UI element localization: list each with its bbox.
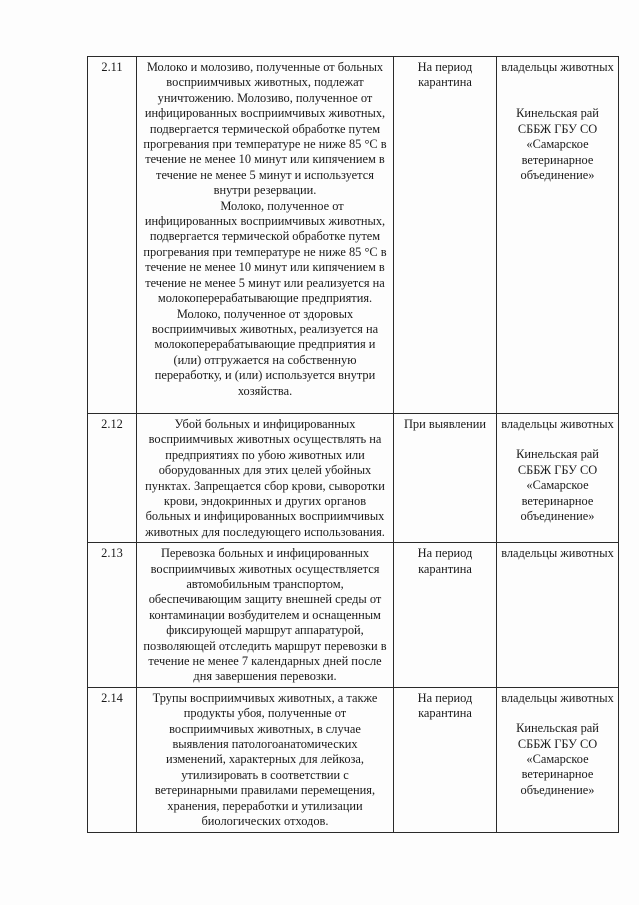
responsible-cell [497, 57, 619, 414]
responsible-line: владельцы животных [501, 546, 614, 561]
responsible-line: владельцы животных [501, 416, 614, 431]
measure-paragraph: Трупы восприимчивых животных, а также продукты убоя, полученные от восприимчивых животных, в случае выявления патологоанатомических изменений, характерных для лейкоза, утилизировать в соответствии с ветеринарными правилами перемещения, хранения, переработки и утилизации биологических отходов. [152, 690, 378, 829]
responsible-line: Кинельская рай СББЖ ГБУ СО «Самарское ветеринарное объединение» [516, 447, 599, 523]
measures-table [87, 56, 619, 833]
table-row [88, 687, 619, 832]
measure-text [137, 57, 394, 414]
spacer [501, 706, 614, 721]
item-number: 2.13 [88, 543, 137, 688]
responsible-cell [497, 687, 619, 832]
measure-paragraph: Молоко, полученное от здоровых восприимчивых животных, реализуется на молокоперерабатывающие предприятия и (или) отгружается на собственную переработку, и (или) используется внутри хозяйства. [151, 306, 379, 398]
table-row [88, 413, 619, 542]
table-row [88, 57, 619, 414]
spacer [501, 432, 614, 447]
spacer [501, 75, 614, 106]
responsible-cell [497, 543, 619, 688]
row-spacer [141, 399, 389, 411]
term-cell: При выявлении [394, 413, 497, 542]
measure-paragraph: Молоко, полученное от инфицированных восприимчивых животных, подвергается термической обработке путем прогревания при температуре не ниже 85 °С в течение не менее 10 минут или кипячением в течение не менее 5 минут или реализуется на молокоперерабатывающие предприятия. [143, 198, 387, 306]
item-number: 2.12 [88, 413, 137, 542]
table-row [88, 543, 619, 688]
measure-text [137, 543, 394, 688]
measure-paragraph: Перевозка больных и инфицированных восприимчивых животных осуществляется автомобильным транспортом, обеспечивающим защиту внешней среды от контаминации возбудителем и оснащенным фиксирующей маршрут аппаратурой, позволяющей отследить маршрут перевозки в течение не менее 7 календарных дней после дня завершения перевозки. [143, 546, 387, 684]
responsible-line: владельцы животных [501, 60, 614, 74]
measure-paragraph: Молоко и молозиво, полученные от больных восприимчивых животных, подлежат уничтожению. Молозиво, полученное от инфицированных восприимчивых животных, подвергается термической обработке путем прогревания при температуре не ниже 85 °С в течение не менее 10 минут или кипячением в течение не менее 5 минут и используется внутри резервации. [143, 60, 387, 198]
measure-text [137, 413, 394, 542]
responsible-line: владельцы животных [501, 690, 614, 705]
term-cell: На период карантина [394, 543, 497, 688]
item-number: 2.14 [88, 687, 137, 832]
measure-text [137, 687, 394, 832]
measure-paragraph: Убой больных и инфицированных восприимчивых животных осуществлять на предприятиях по убою животных или оборудованных для этих целей убойных пунктах. Запрещается сбор крови, сыворотки крови, эндокринных и других органов больных и инфицированных восприимчивых животных для последующего использования. [145, 416, 385, 539]
term-cell: На период карантина [394, 57, 497, 414]
item-number: 2.11 [88, 57, 137, 414]
responsible-line: Кинельская рай СББЖ ГБУ СО «Самарское ветеринарное объединение» [516, 721, 599, 797]
responsible-cell [497, 413, 619, 542]
term-cell: На период карантина [394, 687, 497, 832]
responsible-line: Кинельская рай СББЖ ГБУ СО «Самарское ветеринарное объединение» [516, 106, 599, 183]
